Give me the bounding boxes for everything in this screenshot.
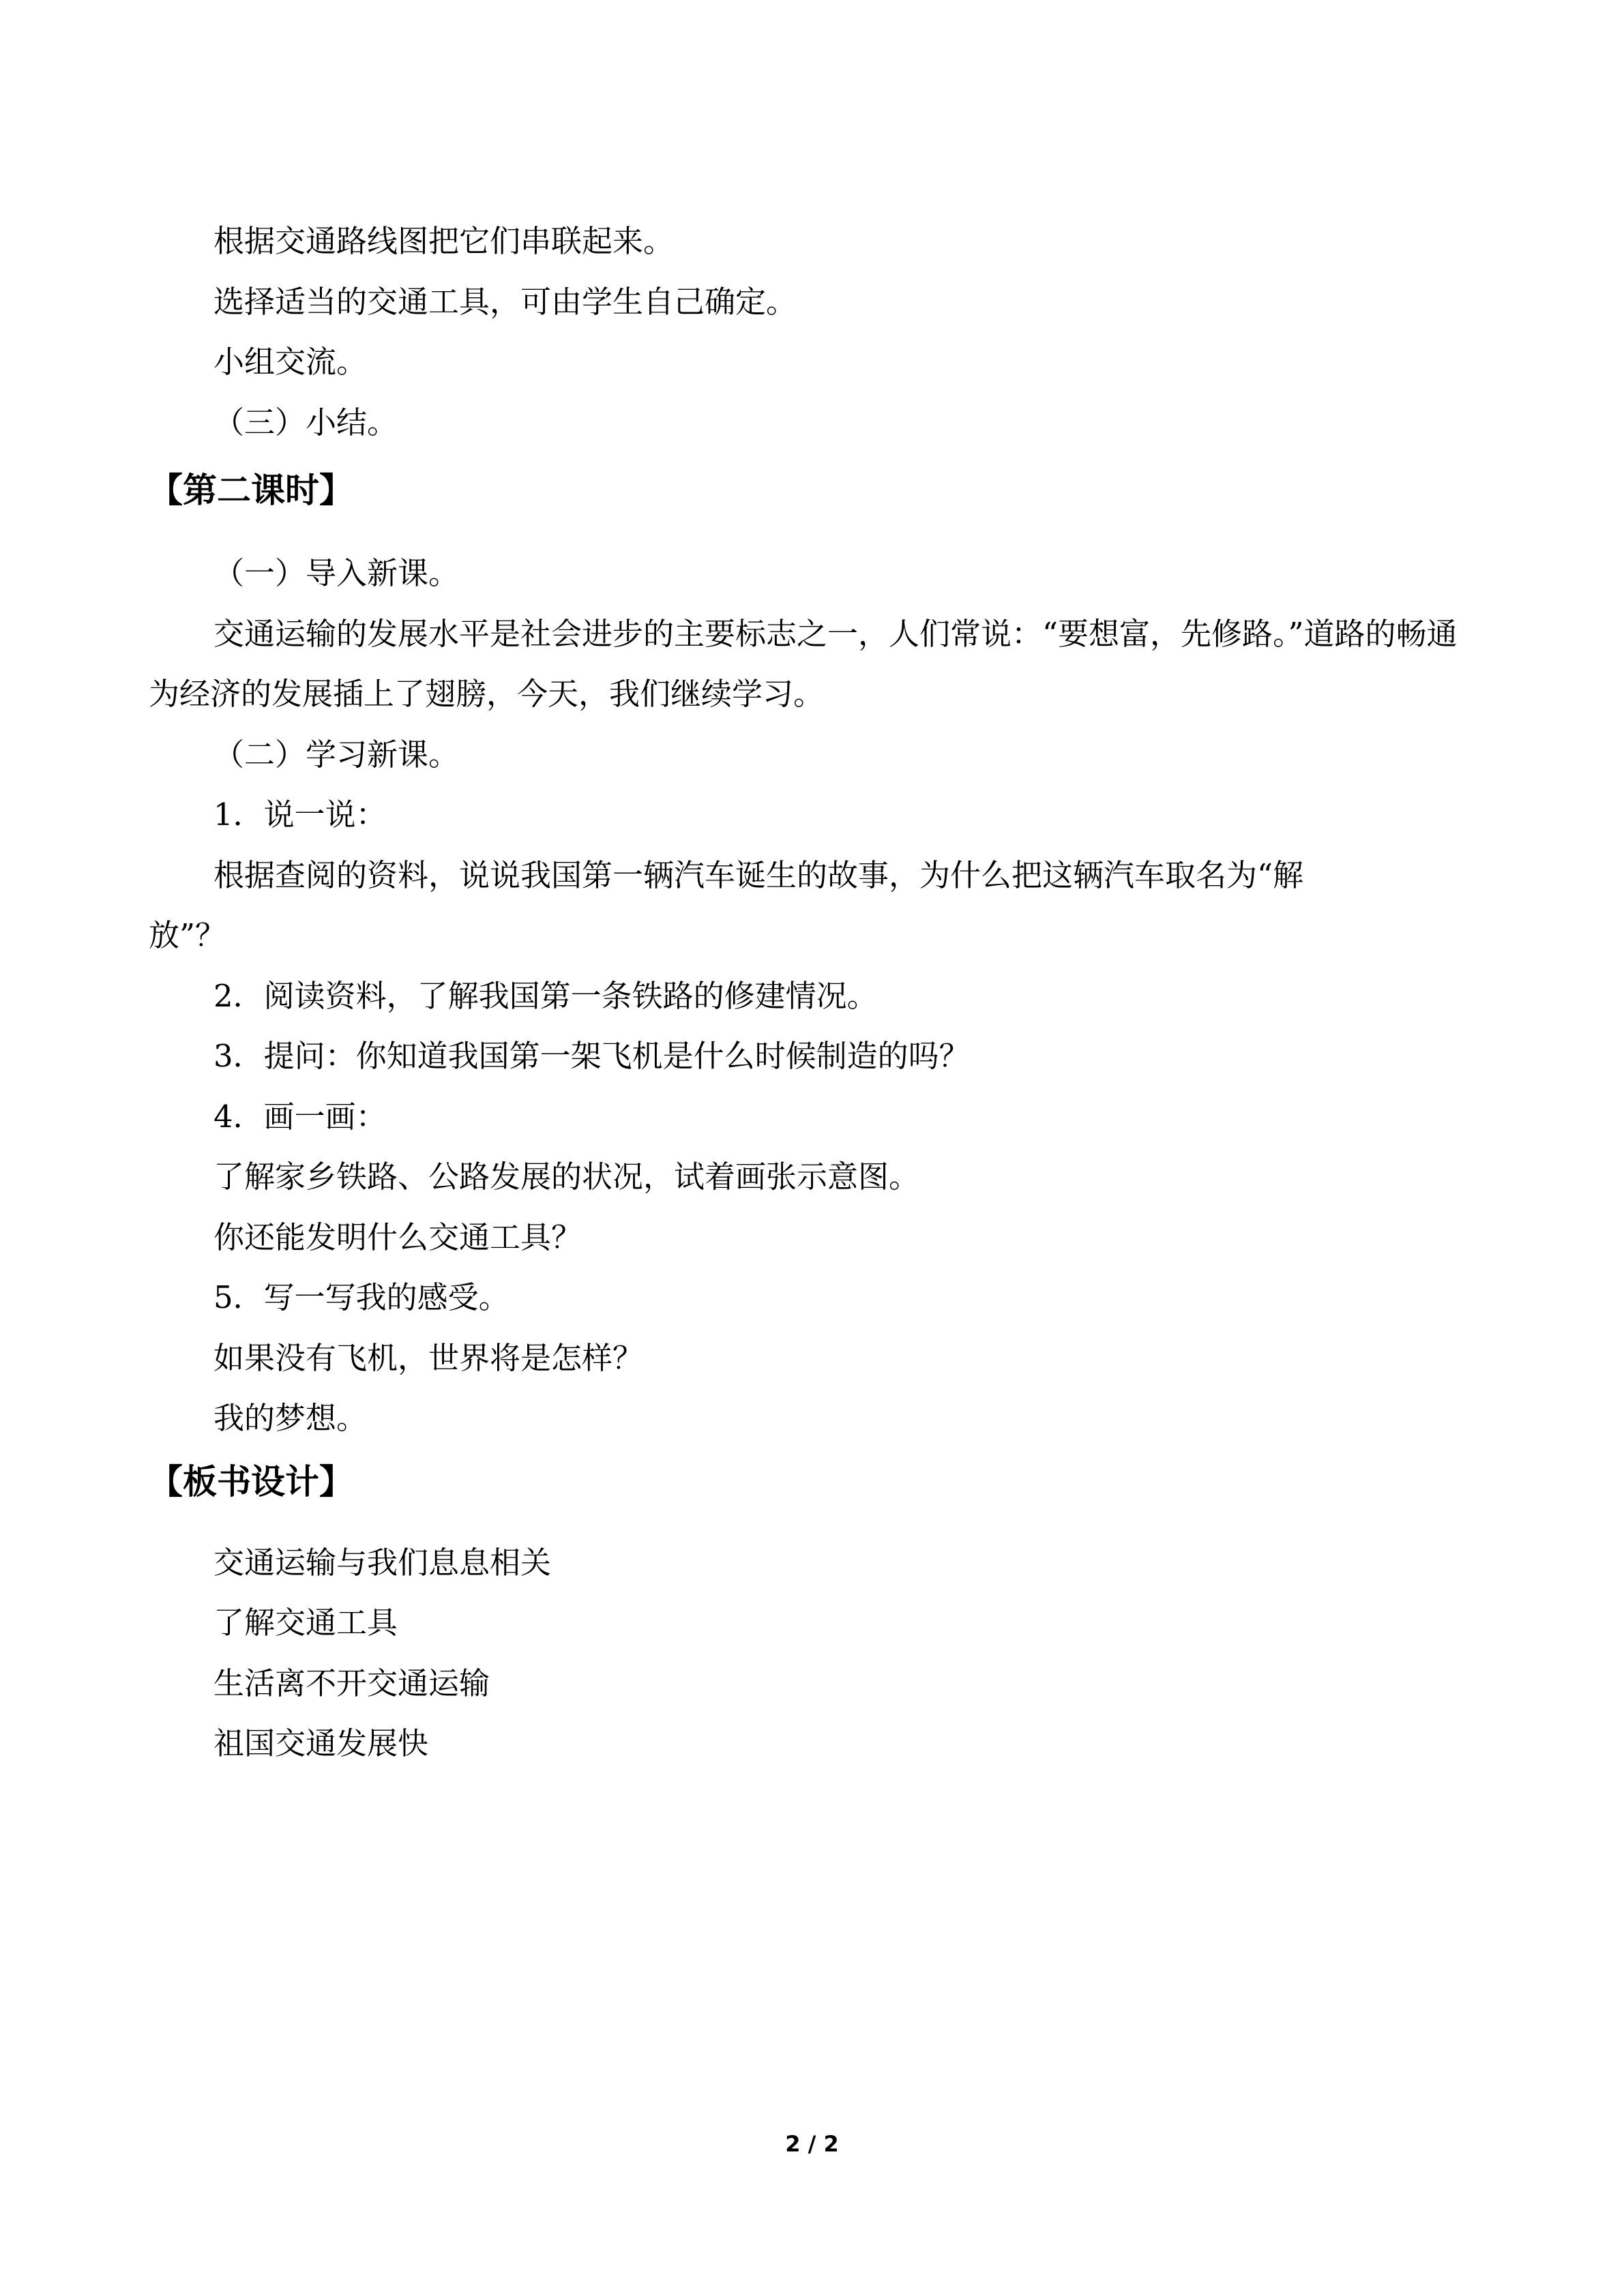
paragraph: 选择适当的交通工具，可由学生自己确定。	[213, 283, 797, 320]
section-heading-board-design: 【板书设计】	[149, 1461, 353, 1502]
list-item: 1．说一说：	[213, 796, 387, 833]
paragraph: 了解家乡铁路、公路发展的状况，试着画张示意图。	[213, 1159, 920, 1195]
subsection-label-learn: （二）学习新课。	[213, 736, 460, 773]
list-item: 5．写一写我的感受。	[213, 1279, 510, 1315]
board-line: 交通运输与我们息息相关	[213, 1544, 552, 1581]
paragraph: 根据交通路线图把它们串联起来。	[213, 223, 675, 259]
paragraph: 根据查阅的资料，说说我国第一辆汽车诞生的故事，为什么把这辆汽车取名为“解	[213, 856, 1304, 893]
paragraph: （三）小结。	[213, 404, 398, 441]
board-line: 了解交通工具	[213, 1605, 398, 1641]
list-item: 2．阅读资料，了解我国第一条铁路的修建情况。	[213, 977, 878, 1014]
board-line: 祖国交通发展快	[213, 1725, 429, 1761]
page-number: 2 / 2	[785, 2131, 839, 2157]
paragraph: 如果没有飞机，世界将是怎样？	[213, 1339, 644, 1376]
board-line: 生活离不开交通运输	[213, 1665, 490, 1701]
list-item: 3．提问：你知道我国第一架飞机是什么时候制造的吗？	[213, 1038, 970, 1074]
paragraph: 你还能发明什么交通工具？	[213, 1219, 582, 1255]
paragraph-intro: 交通运输的发展水平是社会进步的主要标志之一，人们常说：“要想富，先修路。”道路的畅通为经济的发展插上了翅膀，今天，我们继续学习。	[149, 615, 1458, 712]
document-body	[149, 211, 1479, 1774]
list-item: 4．画一画：	[213, 1098, 387, 1135]
paragraph: 小组交流。	[213, 344, 368, 380]
paragraph: 我的梦想。	[213, 1400, 368, 1436]
subsection-label-intro: （一）导入新课。	[213, 555, 460, 591]
section-heading-second-lesson: 【第二课时】	[149, 471, 353, 510]
paragraph-continuation: 放”？	[149, 917, 226, 953]
